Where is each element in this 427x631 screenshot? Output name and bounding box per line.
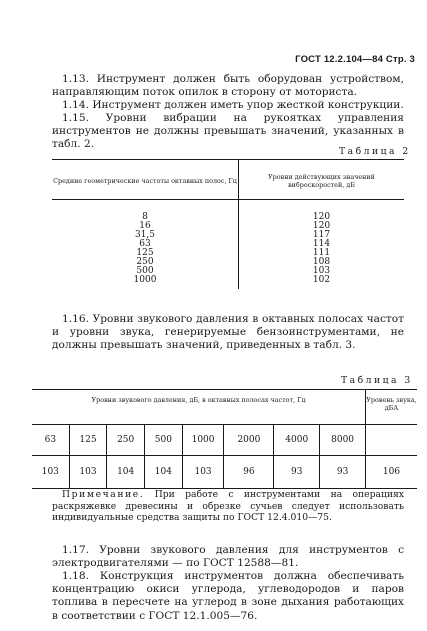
table2-level-6: 103 xyxy=(312,266,331,276)
table3-level-1: 103 xyxy=(69,456,107,489)
table2-caption: Таблица 2 xyxy=(339,146,411,157)
table2-frequency-0: 8 xyxy=(142,212,148,222)
table3-frequency-6: 4000 xyxy=(274,425,320,456)
table2-frequency-4: 125 xyxy=(136,248,154,258)
note-text: При работе с инструментами на операциях раскряжевке древесины и обрезке сучьев следует использовать индивидуальные средства защиты по ГОСТ 12.4.010—75. xyxy=(52,489,404,523)
table2-frequency-3: 63 xyxy=(139,239,151,249)
table2-level-5: 108 xyxy=(312,257,331,267)
table2-level-1: 120 xyxy=(312,221,331,231)
table3-level-7: 93 xyxy=(320,456,366,489)
table3-frequency-1: 125 xyxy=(69,425,107,456)
table3-level-row xyxy=(32,456,417,489)
table2-frequency-column xyxy=(52,200,239,290)
table3-frequency-4: 1000 xyxy=(182,425,224,456)
table3-group-header: Уровни звукового давления, дБ, в октавных полосах частот, Гц xyxy=(32,390,366,425)
table2-frequency-7: 1000 xyxy=(133,275,157,285)
table-2 xyxy=(52,159,404,289)
paragraph-1-16: 1.16. Уровни звукового давления в октавных полосах частот и уровни звука, генерируемые бензоинструментами, не должны превышать значений, приведенных в табл. 3. xyxy=(52,313,404,352)
table-3 xyxy=(32,389,417,489)
table2-level-7: 102 xyxy=(312,275,331,285)
table3-frequency-row xyxy=(32,425,417,456)
table2-frequency-1: 16 xyxy=(139,221,151,231)
table3-caption: Таблица 3 xyxy=(341,375,413,386)
table3-level-3: 104 xyxy=(145,456,183,489)
table2-level-2: 117 xyxy=(312,230,331,240)
table3-level-0: 103 xyxy=(41,467,59,477)
table3-sound-level-header: Уровень звука, дБА xyxy=(366,390,418,425)
table2-col1-header: Средние геометрические частоты октавных полос, Гц xyxy=(52,160,239,200)
table3-level-6: 93 xyxy=(274,456,320,489)
table2-col2-header: Уровни действующих значений виброскоростей, дБ xyxy=(239,160,405,200)
paragraph-1-17: 1.17. Уровни звукового давления для инструментов с электродвигателями — по ГОСТ 12588—81. xyxy=(52,544,404,570)
table3-frequency-5: 2000 xyxy=(224,425,274,456)
table3-note xyxy=(52,489,404,524)
table3-frequency-2: 250 xyxy=(107,425,145,456)
table3-frequency-3: 500 xyxy=(145,425,183,456)
paragraph-1-18: 1.18. Конструкция инструментов должна обеспечивать концентрацию окиси углерода, углеводородов и паров топлива в пересчете на углерод в зоне дыхания работающих в соответствии с ГОСТ 12.1.005—76. xyxy=(52,570,404,622)
table3-empty-cell xyxy=(366,425,418,456)
table2-level-4: 111 xyxy=(312,248,331,258)
paragraph-1-14: 1.14. Инструмент должен иметь упор жесткой конструкции. xyxy=(62,99,404,111)
table2-level-column xyxy=(239,200,405,290)
table3-level-2: 104 xyxy=(107,456,145,489)
table2-frequency-5: 250 xyxy=(136,257,154,267)
table3-level-8: 106 xyxy=(366,456,418,489)
table3-level-5: 96 xyxy=(224,456,274,489)
table3-level-4: 103 xyxy=(182,456,224,489)
table2-level-3: 114 xyxy=(312,239,331,249)
table2-frequency-6: 500 xyxy=(136,266,154,276)
paragraph-1-13: 1.13. Инструмент должен быть оборудован устройством, направляющим поток опилок в сторону от моториста. xyxy=(52,73,404,99)
table3-frequency-7: 8000 xyxy=(320,425,366,456)
table2-frequency-2: 31,5 xyxy=(134,230,156,240)
page-header: ГОСТ 12.2.104—84 Стр. 3 xyxy=(295,54,415,65)
table3-frequency-0: 63 xyxy=(32,425,69,456)
note-label: Примечание. xyxy=(62,489,145,500)
table2-level-0: 120 xyxy=(312,212,331,222)
paragraph-1-15: 1.15. Уровни вибрации на рукоятках управления инструментов не должны превышать значений, указанных в табл. 2. xyxy=(52,112,404,151)
